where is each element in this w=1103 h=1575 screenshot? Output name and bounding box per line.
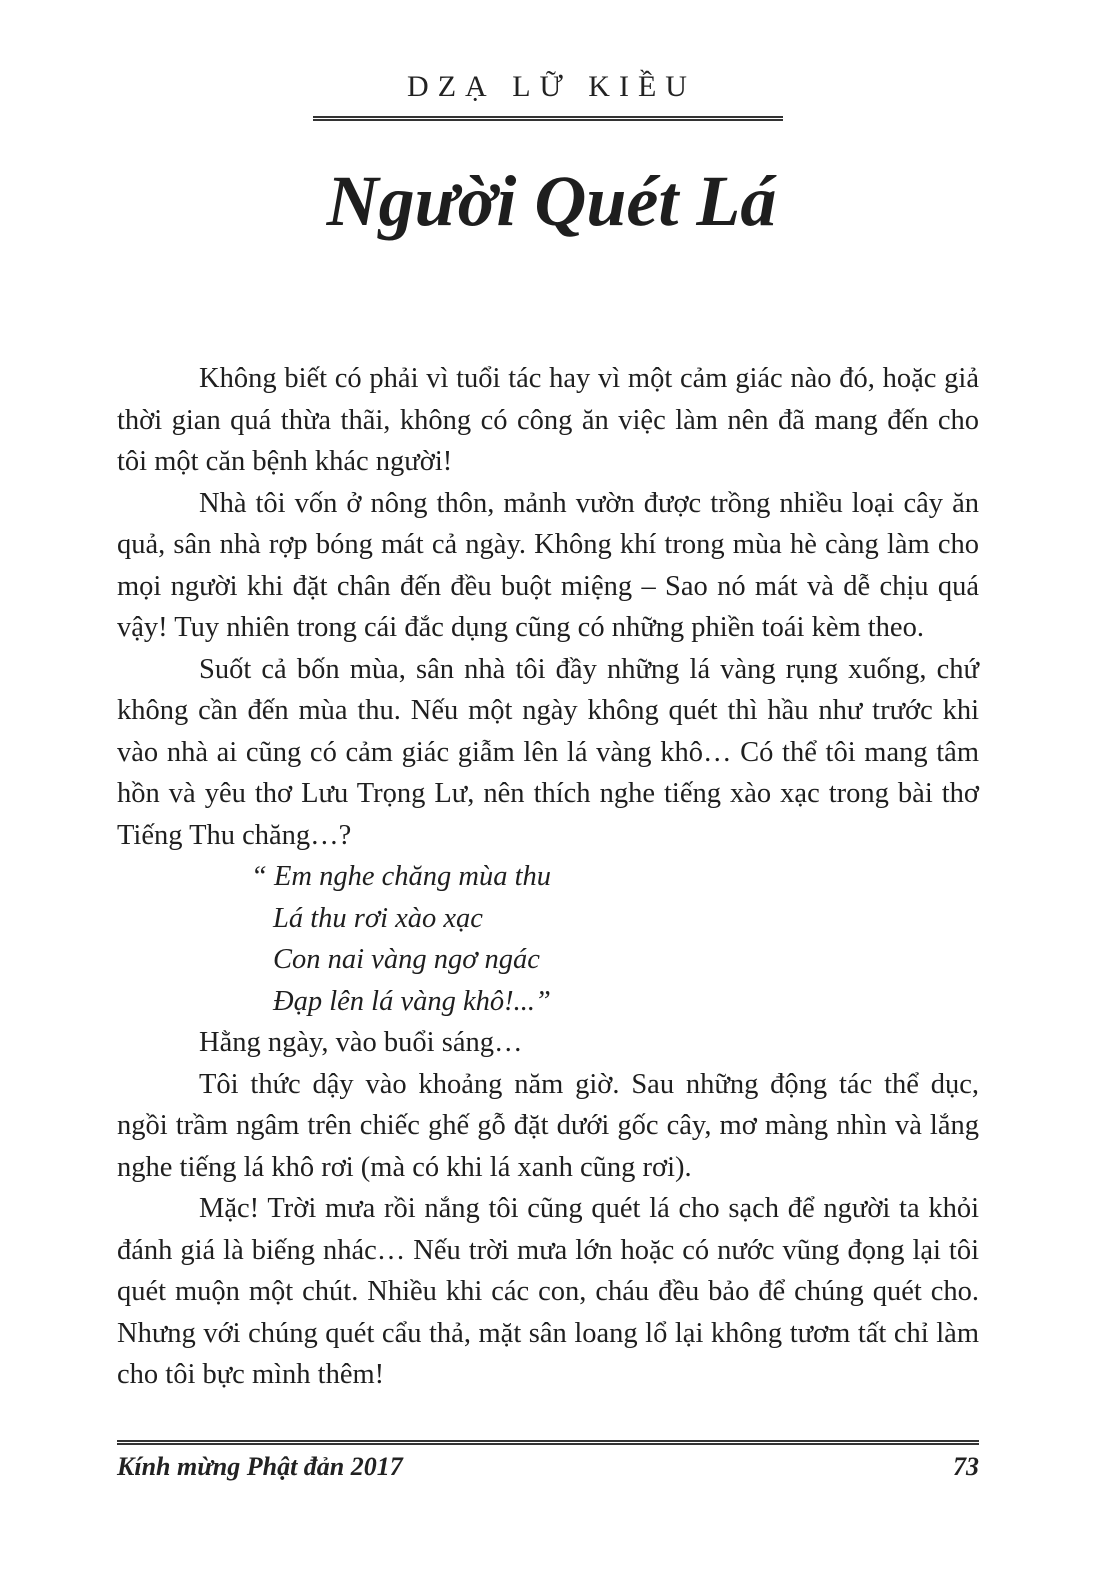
publication-name: Kính mừng Phật đản 2017 [117,1452,403,1481]
paragraph: Không biết có phải vì tuổi tác hay vì một cảm giác nào đó, hoặc giả thời gian quá thừa thãi, không có công ăn việc làm nên đã mang đến cho tôi một căn bệnh khác người! [117,363,979,477]
poem-line: “ Em nghe chăng mùa thu [251,861,552,892]
poem-line: Con nai vàng ngơ ngác [273,944,540,975]
page-number: 73 [953,1452,979,1481]
author-divider [313,116,783,121]
paragraph: Suốt cả bốn mùa, sân nhà tôi đầy những lá vàng rụng xuống, chứ không cần đến mùa thu. Nếu một ngày không quét thì hầu như trước khi vào nhà ai cũng có cảm giác giẫm lên lá vàng khô… Có thể tôi mang tâm hồn và yêu thơ Lưu Trọng Lư, nên thích nghe tiếng xào xạc trong bài thơ Tiếng Thu chăng…? [117,653,979,851]
poem-quote [117,856,979,1022]
paragraph: Nhà tôi vốn ở nông thôn, mảnh vườn được trồng nhiều loại cây ăn quả, sân nhà rợp bóng mát cả ngày. Không khí trong mùa hè càng làm cho mọi người khi đặt chân đến đều buột miệng – Sao nó mát và dễ chịu quá vậy! Tuy nhiên trong cái đắc dụng cũng có những phiền toái kèm theo. [117,487,979,643]
article-title: Người Quét Lá [326,161,777,241]
paragraph: Mặc! Trời mưa rồi nắng tôi cũng quét lá cho sạch để người ta khỏi đánh giá là biếng nhác… Nếu trời mưa lớn hoặc có nước vũng đọng lại tôi quét muộn một chút. Nhiều khi các con, cháu đều bảo để chúng quét cho. Nhưng với chúng quét cẩu thả, mặt sân loang lổ lại không tươm tất chỉ làm cho tôi bực mình thêm! [117,1193,979,1390]
author-name: DZẠ LỮ KIỀU [407,70,696,103]
poem-line: Lá thu rơi xào xạc [273,902,483,934]
paragraph: Tôi thức dậy vào khoảng năm giờ. Sau những động tác thể dục, ngồi trầm ngâm trên chiếc ghế gỗ đặt dưới gốc cây, mơ màng nhìn và lắng nghe tiếng lá khô rơi (mà có khi lá xanh cũng rơi). [117,1068,979,1183]
poem-line: Đạp lên lá vàng khô!...” [273,985,551,1017]
paragraph: Hằng ngày, vào buổi sáng… [199,1027,523,1058]
article-body [117,358,979,1396]
footer-divider [117,1440,979,1445]
